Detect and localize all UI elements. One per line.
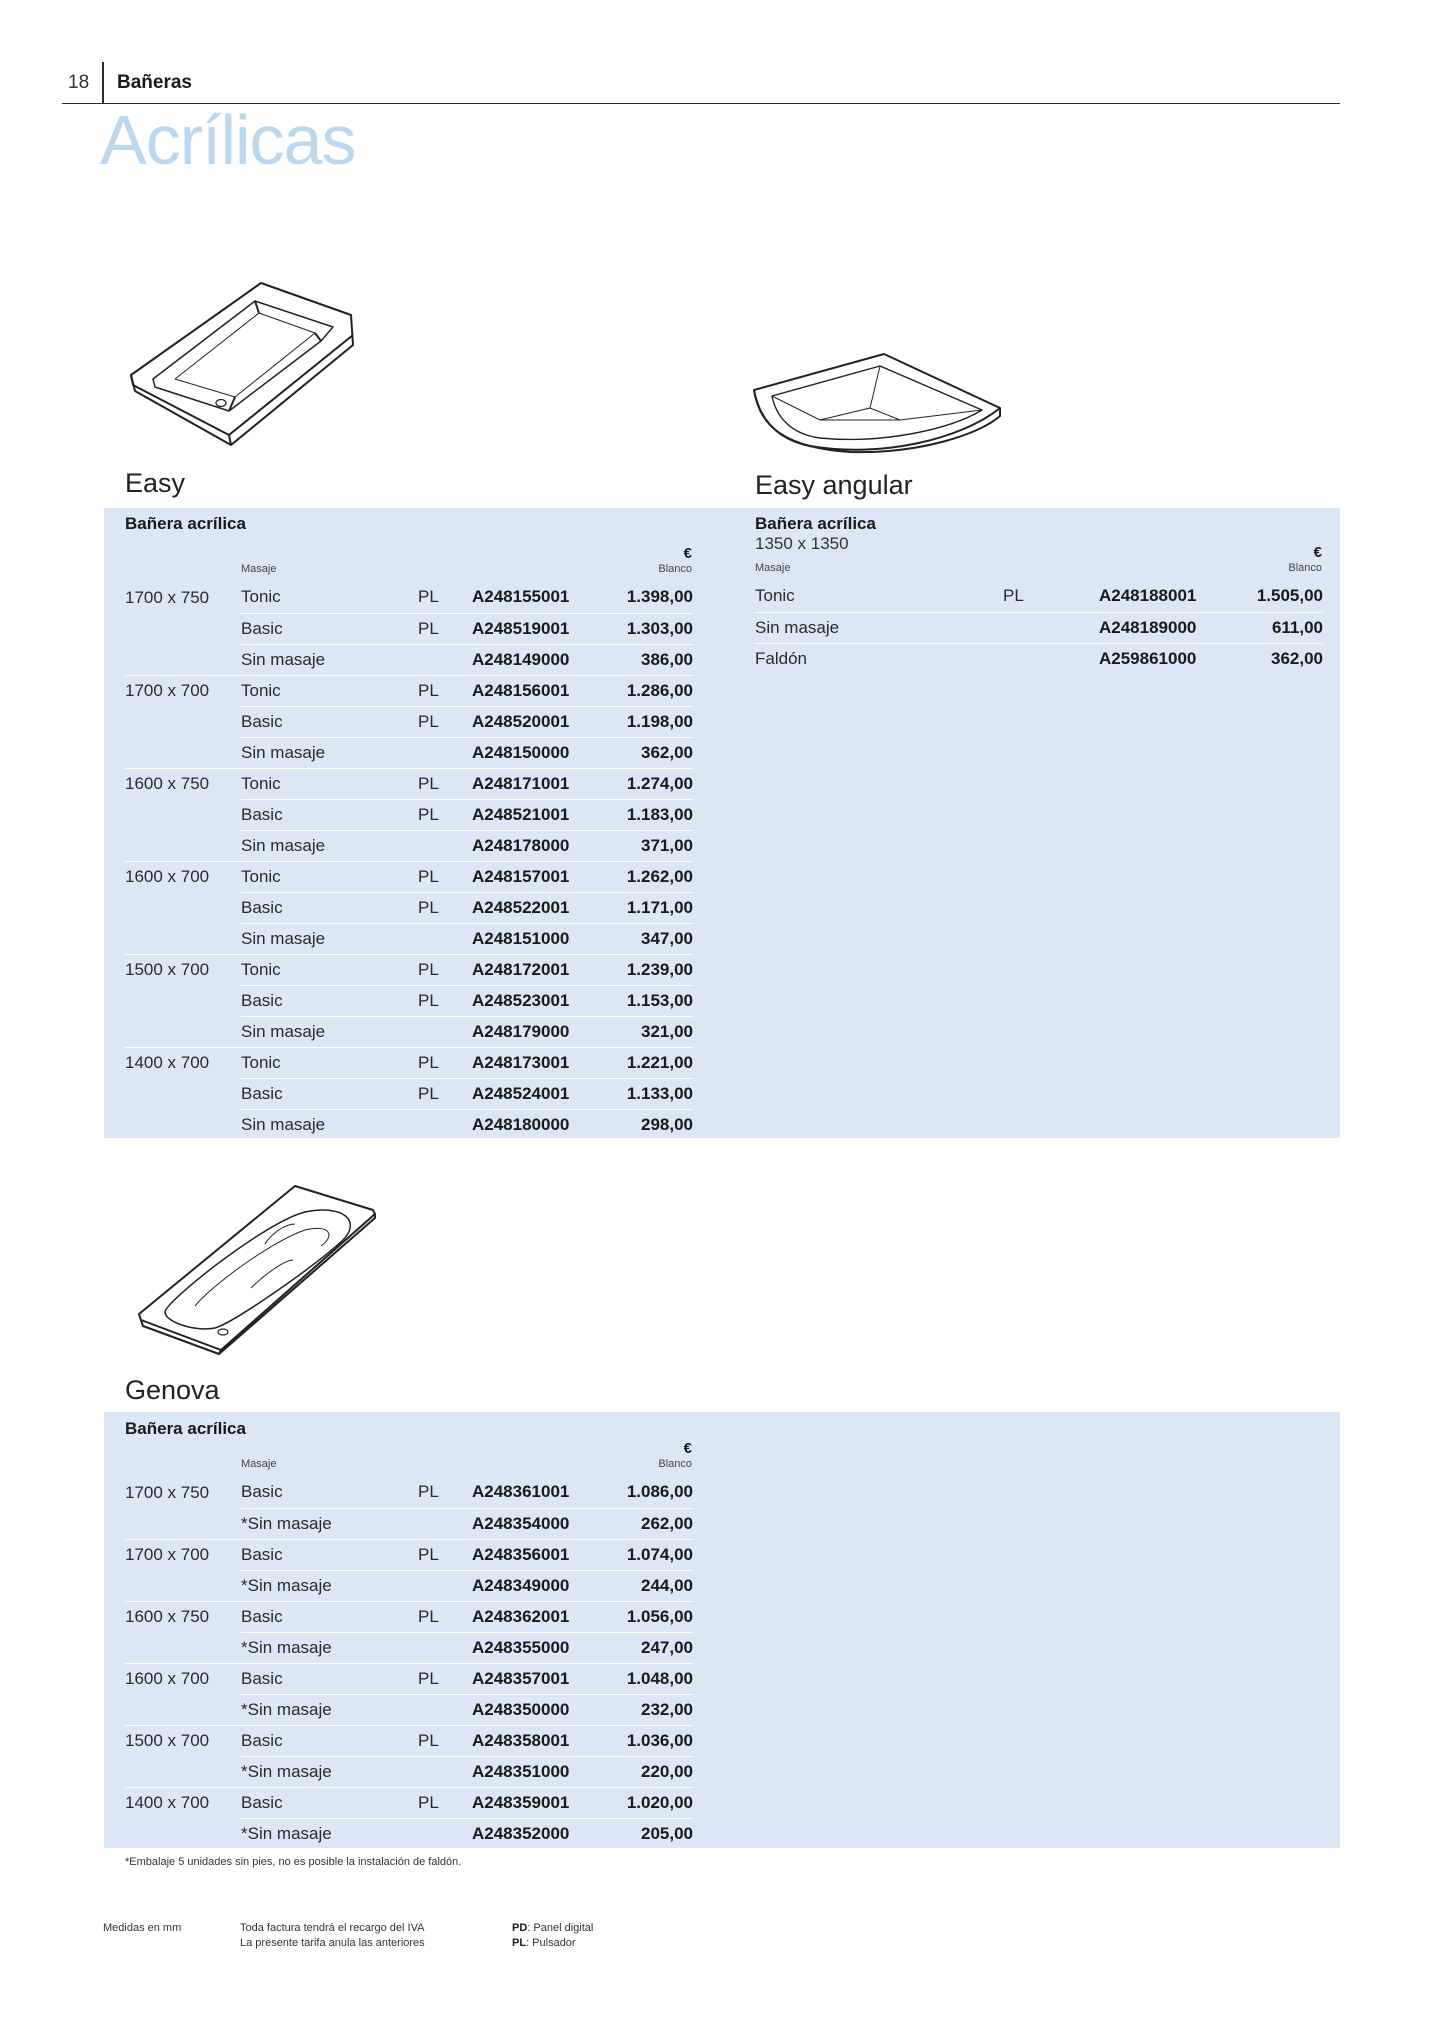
table-row: [125, 1508, 693, 1539]
masaje-cell: Tonic: [241, 675, 418, 706]
size-cell: [125, 985, 241, 1016]
size-cell: 1600 x 750: [125, 768, 241, 799]
genova-col-blanco: Blanco: [658, 1458, 692, 1470]
code-cell: A248520001: [472, 706, 592, 737]
price-cell: 1.171,00: [592, 892, 693, 923]
price-cell: 1.303,00: [592, 613, 693, 644]
pl-cell: PL: [418, 1482, 439, 1502]
pl-cell: PL: [418, 768, 472, 799]
masaje-cell: Basic: [241, 1482, 283, 1502]
masaje-cell: Basic: [241, 706, 418, 737]
price-cell: 1.020,00: [592, 1787, 693, 1818]
price-cell: 1.286,00: [592, 675, 693, 706]
code-cell: A248151000: [472, 923, 592, 954]
price-cell: 1.274,00: [592, 768, 693, 799]
size-cell: [125, 1694, 241, 1725]
price-cell: 1.056,00: [592, 1601, 693, 1632]
size-cell: [125, 1818, 241, 1849]
size-cell: 1600 x 700: [125, 861, 241, 892]
genova-name: Genova: [125, 1375, 220, 1405]
table-row: [125, 1632, 693, 1663]
size-cell: [125, 1016, 241, 1047]
size-cell: 1400 x 700: [125, 1047, 241, 1078]
masaje-cell: Sin masaje: [241, 923, 418, 954]
size-cell: 1700 x 700: [125, 1539, 241, 1570]
code-cell: A248188001: [1099, 586, 1197, 606]
pl-cell: [418, 1756, 472, 1787]
table-row: [125, 1539, 693, 1570]
pl-cell: [418, 1632, 472, 1663]
price-cell: 1.398,00: [626, 587, 693, 607]
price-cell: 321,00: [592, 1016, 693, 1047]
masaje-cell: Basic: [241, 1539, 418, 1570]
size-cell: 1600 x 750: [125, 1601, 241, 1632]
pl-cell: [418, 1570, 472, 1601]
price-cell: 232,00: [592, 1694, 693, 1725]
price-cell: 1.133,00: [592, 1078, 693, 1109]
masaje-cell: Tonic: [241, 861, 418, 892]
code-cell: A248350000: [472, 1694, 592, 1725]
masaje-cell: Basic: [241, 1663, 418, 1694]
masaje-cell: Faldón: [755, 643, 1003, 674]
easy-col-blanco: Blanco: [658, 563, 692, 575]
size-cell: [125, 1508, 241, 1539]
code-cell: A248173001: [472, 1047, 592, 1078]
section-title: Bañeras: [117, 72, 192, 93]
table-row: [125, 1663, 693, 1694]
masaje-cell: Basic: [241, 1078, 418, 1109]
pd-text: : Panel digital: [527, 1922, 594, 1934]
size-cell: [125, 1632, 241, 1663]
code-cell: A248179000: [472, 1016, 592, 1047]
masaje-cell: *Sin masaje: [241, 1756, 418, 1787]
code-cell: A248180000: [472, 1109, 592, 1140]
footer-notes: [240, 1921, 425, 1951]
easy-price-table: [125, 582, 693, 1140]
size-cell: [125, 1109, 241, 1140]
size-cell: [125, 923, 241, 954]
pl-cell: PL: [1003, 586, 1024, 606]
code-cell: A248157001: [472, 861, 592, 892]
code-cell: A248358001: [472, 1725, 592, 1756]
price-cell: 1.153,00: [592, 985, 693, 1016]
easy-angular-table-body: [755, 581, 1323, 674]
masaje-cell: Tonic: [241, 587, 281, 607]
code-cell: A248149000: [472, 644, 592, 675]
table-row: [125, 892, 693, 923]
price-cell: 262,00: [592, 1508, 693, 1539]
size-cell: [125, 1756, 241, 1787]
table-row: [125, 985, 693, 1016]
code-cell: A248150000: [472, 737, 592, 768]
masaje-cell: Basic: [241, 985, 418, 1016]
price-cell: 1.048,00: [592, 1663, 693, 1694]
footer-measures: Medidas en mm: [103, 1922, 182, 1934]
masaje-cell: Basic: [241, 1787, 418, 1818]
masaje-cell: Sin masaje: [241, 1109, 418, 1140]
code-cell: A248361001: [472, 1482, 570, 1502]
easy-col-masaje: Masaje: [241, 563, 277, 575]
table-row: [755, 643, 1323, 674]
footer-legend-pl: [512, 1936, 593, 1951]
price-cell: 611,00: [1229, 612, 1323, 643]
price-cell: 371,00: [592, 830, 693, 861]
pl-cell: PL: [418, 613, 472, 644]
pl-cell: PL: [418, 985, 472, 1016]
price-cell: 244,00: [592, 1570, 693, 1601]
easy-angular-name: Easy angular: [755, 470, 913, 500]
table-row: [125, 706, 693, 737]
pl-cell: [418, 737, 472, 768]
code-cell: A248351000: [472, 1756, 592, 1787]
masaje-cell: Sin masaje: [755, 612, 1003, 643]
code-cell: A248359001: [472, 1787, 592, 1818]
table-row: [125, 1787, 693, 1818]
easy-angular-col-blanco: Blanco: [1288, 562, 1322, 574]
table-row: [125, 1078, 693, 1109]
genova-price-table: [125, 1477, 693, 1849]
masaje-cell: *Sin masaje: [241, 1694, 418, 1725]
masaje-cell: *Sin masaje: [241, 1508, 418, 1539]
code-cell: A248171001: [472, 768, 592, 799]
table-row: [125, 1477, 693, 1508]
price-cell: 298,00: [592, 1109, 693, 1140]
pl-cell: [418, 1016, 472, 1047]
masaje-cell: Tonic: [755, 586, 795, 606]
size-cell: [125, 1078, 241, 1109]
pl-cell: [418, 1694, 472, 1725]
price-cell: 362,00: [592, 737, 693, 768]
pl-cell: [418, 830, 472, 861]
pl-cell: [418, 1818, 472, 1849]
size-cell: [125, 706, 241, 737]
size-cell: [125, 1570, 241, 1601]
easy-name: Easy: [125, 468, 186, 498]
table-row: [125, 1694, 693, 1725]
pl-cell: PL: [418, 1663, 472, 1694]
masaje-cell: Sin masaje: [241, 1016, 418, 1047]
page-number: 18: [68, 72, 90, 93]
table-row: [125, 923, 693, 954]
price-cell: 362,00: [1229, 643, 1323, 674]
table-row: [125, 954, 693, 985]
size-cell: 1400 x 700: [125, 1787, 241, 1818]
table-row: [755, 612, 1323, 643]
pl-cell: [418, 923, 472, 954]
price-cell: 1.239,00: [592, 954, 693, 985]
code-cell: A248357001: [472, 1663, 592, 1694]
code-cell: A248519001: [472, 613, 592, 644]
masaje-cell: Tonic: [241, 768, 418, 799]
price-cell: 1.505,00: [1256, 586, 1323, 606]
page-title: Acrílicas: [100, 101, 356, 179]
size-cell: 1700 x 700: [125, 675, 241, 706]
easy-angular-heading: Bañera acrílica: [755, 514, 876, 533]
code-cell: A248522001: [472, 892, 592, 923]
table-row: [125, 1818, 693, 1849]
code-cell: A248156001: [472, 675, 592, 706]
footer-note-iva: Toda factura tendrá el recargo del IVA: [240, 1922, 425, 1934]
easy-angular-dimensions: 1350 x 1350: [755, 534, 849, 553]
masaje-cell: Basic: [241, 613, 418, 644]
code-cell: A248356001: [472, 1539, 592, 1570]
code-cell: A248523001: [472, 985, 592, 1016]
pl-cell: PL: [418, 1539, 472, 1570]
easy-angular-col-masaje: Masaje: [755, 562, 791, 574]
footer-note-tarifa: La presente tarifa anula las anteriores: [240, 1937, 425, 1949]
size-cell: [125, 644, 241, 675]
masaje-cell: Tonic: [241, 1047, 418, 1078]
masaje-cell: *Sin masaje: [241, 1632, 418, 1663]
genova-heading: Bañera acrílica: [125, 1419, 246, 1438]
genova-col-masaje: Masaje: [241, 1458, 277, 1470]
pl-cell: PL: [418, 1725, 472, 1756]
code-cell: A248155001: [472, 587, 570, 607]
size-cell: 1600 x 700: [125, 1663, 241, 1694]
table-row: [755, 581, 1323, 612]
header-divider: [102, 62, 104, 104]
masaje-cell: Sin masaje: [241, 737, 418, 768]
size-cell: [125, 737, 241, 768]
table-row: [125, 675, 693, 706]
code-cell: A248189000: [1099, 612, 1229, 643]
footer-legend: [512, 1921, 593, 1951]
pl-cell: PL: [418, 954, 472, 985]
genova-footnote: *Embalaje 5 unidades sin pies, no es posible la instalación de faldón.: [125, 1856, 462, 1868]
price-cell: 1.221,00: [592, 1047, 693, 1078]
pl-cell: PL: [418, 1787, 472, 1818]
size-cell: [125, 799, 241, 830]
pl-abbr: PL: [512, 1937, 527, 1949]
genova-bathtub-illustration: [135, 1182, 380, 1362]
table-row: [125, 768, 693, 799]
code-cell: A248172001: [472, 954, 592, 985]
pl-cell: PL: [418, 1601, 472, 1632]
pl-cell: PL: [418, 892, 472, 923]
masaje-cell: Tonic: [241, 954, 418, 985]
easy-bathtub-illustration: [125, 275, 365, 455]
size-cell: [125, 613, 241, 644]
size-cell: 1500 x 700: [125, 954, 241, 985]
table-row: [125, 644, 693, 675]
price-cell: 1.183,00: [592, 799, 693, 830]
masaje-cell: Sin masaje: [241, 830, 418, 861]
pl-cell: [418, 644, 472, 675]
pd-abbr: PD: [512, 1922, 528, 1934]
pl-cell: PL: [418, 799, 472, 830]
code-cell: A248362001: [472, 1601, 592, 1632]
table-row: [125, 1570, 693, 1601]
page-header: [62, 62, 1340, 104]
pl-cell: [418, 1109, 472, 1140]
price-cell: 1.198,00: [592, 706, 693, 737]
price-cell: 1.262,00: [592, 861, 693, 892]
code-cell: A248524001: [472, 1078, 592, 1109]
table-row: [125, 1601, 693, 1632]
pl-cell: PL: [418, 675, 472, 706]
masaje-cell: Basic: [241, 1601, 418, 1632]
genova-table-body: [125, 1477, 693, 1849]
price-cell: 205,00: [592, 1818, 693, 1849]
table-row: [125, 1047, 693, 1078]
masaje-cell: Basic: [241, 799, 418, 830]
masaje-cell: Sin masaje: [241, 644, 418, 675]
size-cell: 1700 x 750: [125, 587, 210, 607]
masaje-cell: *Sin masaje: [241, 1570, 418, 1601]
pl-cell: PL: [418, 1047, 472, 1078]
size-cell: 1700 x 750: [125, 1482, 210, 1502]
easy-angular-price-table: [755, 581, 1323, 674]
pl-cell: PL: [418, 587, 439, 607]
size-cell: [125, 892, 241, 923]
easy-angular-currency: €: [1313, 544, 1322, 561]
masaje-cell: Basic: [241, 1725, 418, 1756]
easy-currency: €: [683, 545, 692, 562]
code-cell: A248355000: [472, 1632, 592, 1663]
code-cell: A248352000: [472, 1818, 592, 1849]
table-row: [125, 613, 693, 644]
table-row: [125, 582, 693, 613]
code-cell: A259861000: [1099, 643, 1229, 674]
easy-angular-bathtub-illustration: [750, 350, 1010, 460]
easy-heading: Bañera acrílica: [125, 514, 246, 533]
table-row: [125, 1016, 693, 1047]
table-row: [125, 1756, 693, 1787]
price-cell: 1.086,00: [626, 1482, 693, 1502]
table-row: [125, 1109, 693, 1140]
footer-legend-pd: [512, 1921, 593, 1936]
price-cell: 1.036,00: [592, 1725, 693, 1756]
price-cell: 1.074,00: [592, 1539, 693, 1570]
price-cell: 347,00: [592, 923, 693, 954]
price-cell: 220,00: [592, 1756, 693, 1787]
easy-table-body: [125, 582, 693, 1140]
pl-cell: [1003, 612, 1099, 643]
code-cell: A248178000: [472, 830, 592, 861]
size-cell: [125, 830, 241, 861]
pl-cell: [418, 1508, 472, 1539]
table-row: [125, 861, 693, 892]
genova-currency: €: [683, 1440, 692, 1457]
pl-cell: PL: [418, 861, 472, 892]
code-cell: A248354000: [472, 1508, 592, 1539]
pl-text: : Pulsador: [526, 1937, 576, 1949]
table-row: [125, 1725, 693, 1756]
code-cell: A248521001: [472, 799, 592, 830]
size-cell: 1500 x 700: [125, 1725, 241, 1756]
masaje-cell: *Sin masaje: [241, 1818, 418, 1849]
table-row: [125, 799, 693, 830]
masaje-cell: Basic: [241, 892, 418, 923]
code-cell: A248349000: [472, 1570, 592, 1601]
price-cell: 247,00: [592, 1632, 693, 1663]
table-row: [125, 830, 693, 861]
pl-cell: PL: [418, 1078, 472, 1109]
pl-cell: [1003, 643, 1099, 674]
pl-cell: PL: [418, 706, 472, 737]
table-row: [125, 737, 693, 768]
price-cell: 386,00: [592, 644, 693, 675]
